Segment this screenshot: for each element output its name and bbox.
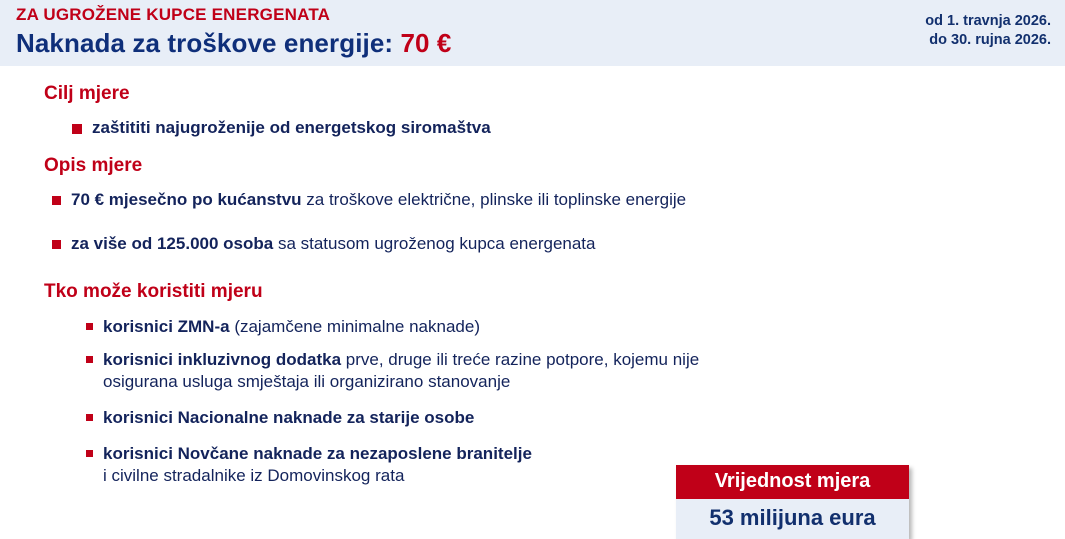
eligibility-item-rest-2: prve, druge ili treće razine potpore, kojemu nije osigurana usluga smještaja ili organizirano stanovanje <box>103 350 700 391</box>
square-bullet-icon <box>72 124 82 134</box>
list-item <box>52 189 686 211</box>
list-item <box>52 233 596 255</box>
square-bullet-icon <box>86 450 93 457</box>
list-item <box>86 316 480 338</box>
section-heading-goal: Cilj mjere <box>44 83 130 104</box>
eligibility-item-rest-1: (zajamčene minimalne naknade) <box>229 317 480 336</box>
description-item-bold-2: za više od 125.000 osoba <box>71 234 274 253</box>
list-item <box>86 349 743 393</box>
header-kicker: ZA UGROŽENE KUPCE ENERGENATA <box>16 5 331 24</box>
description-item-rest-1: za troškove električne, plinske ili toplinske energije <box>301 190 687 209</box>
value-box-title: Vrijednost mjera <box>676 465 909 499</box>
date-from: od 1. travnja 2026. <box>925 13 1051 29</box>
eligibility-item-bold-2: korisnici inkluzivnog dodatka <box>103 350 342 369</box>
square-bullet-icon <box>52 196 61 205</box>
header-amount: 70 € <box>400 28 452 58</box>
list-item <box>72 117 491 139</box>
section-heading-eligibility: Tko može koristiti mjeru <box>44 281 263 302</box>
header-title: Naknada za troškove energije: <box>16 28 401 58</box>
header-title-line <box>16 28 452 59</box>
square-bullet-icon <box>86 414 93 421</box>
list-item <box>86 443 532 487</box>
goal-item-text: zaštititi najugroženije od energetskog siromaštva <box>92 118 491 137</box>
eligibility-item-bold-3: korisnici Nacionalne naknade za starije osobe <box>103 408 475 427</box>
date-to: do 30. rujna 2026. <box>929 32 1051 48</box>
header-date-range <box>925 12 1051 50</box>
section-heading-description: Opis mjere <box>44 155 143 176</box>
square-bullet-icon <box>86 323 93 330</box>
description-item-bold-1: 70 € mjesečno po kućanstvu <box>71 190 302 209</box>
header-banner <box>0 0 1065 66</box>
square-bullet-icon <box>52 240 61 249</box>
value-box-amount: 53 milijuna eura <box>676 499 909 539</box>
eligibility-item-bold-1: korisnici ZMN-a <box>103 317 230 336</box>
description-item-rest-2: sa statusom ugroženog kupca energenata <box>273 234 596 253</box>
value-box <box>676 465 909 539</box>
square-bullet-icon <box>86 356 93 363</box>
eligibility-item-bold-4: korisnici Novčane naknade za nezaposlene branitelje <box>103 444 532 463</box>
header-title-block <box>16 5 452 59</box>
slide-content <box>0 66 1065 530</box>
list-item <box>86 407 474 429</box>
eligibility-item-secondline-4: i civilne stradalnike iz Domovinskog rata <box>103 466 405 485</box>
